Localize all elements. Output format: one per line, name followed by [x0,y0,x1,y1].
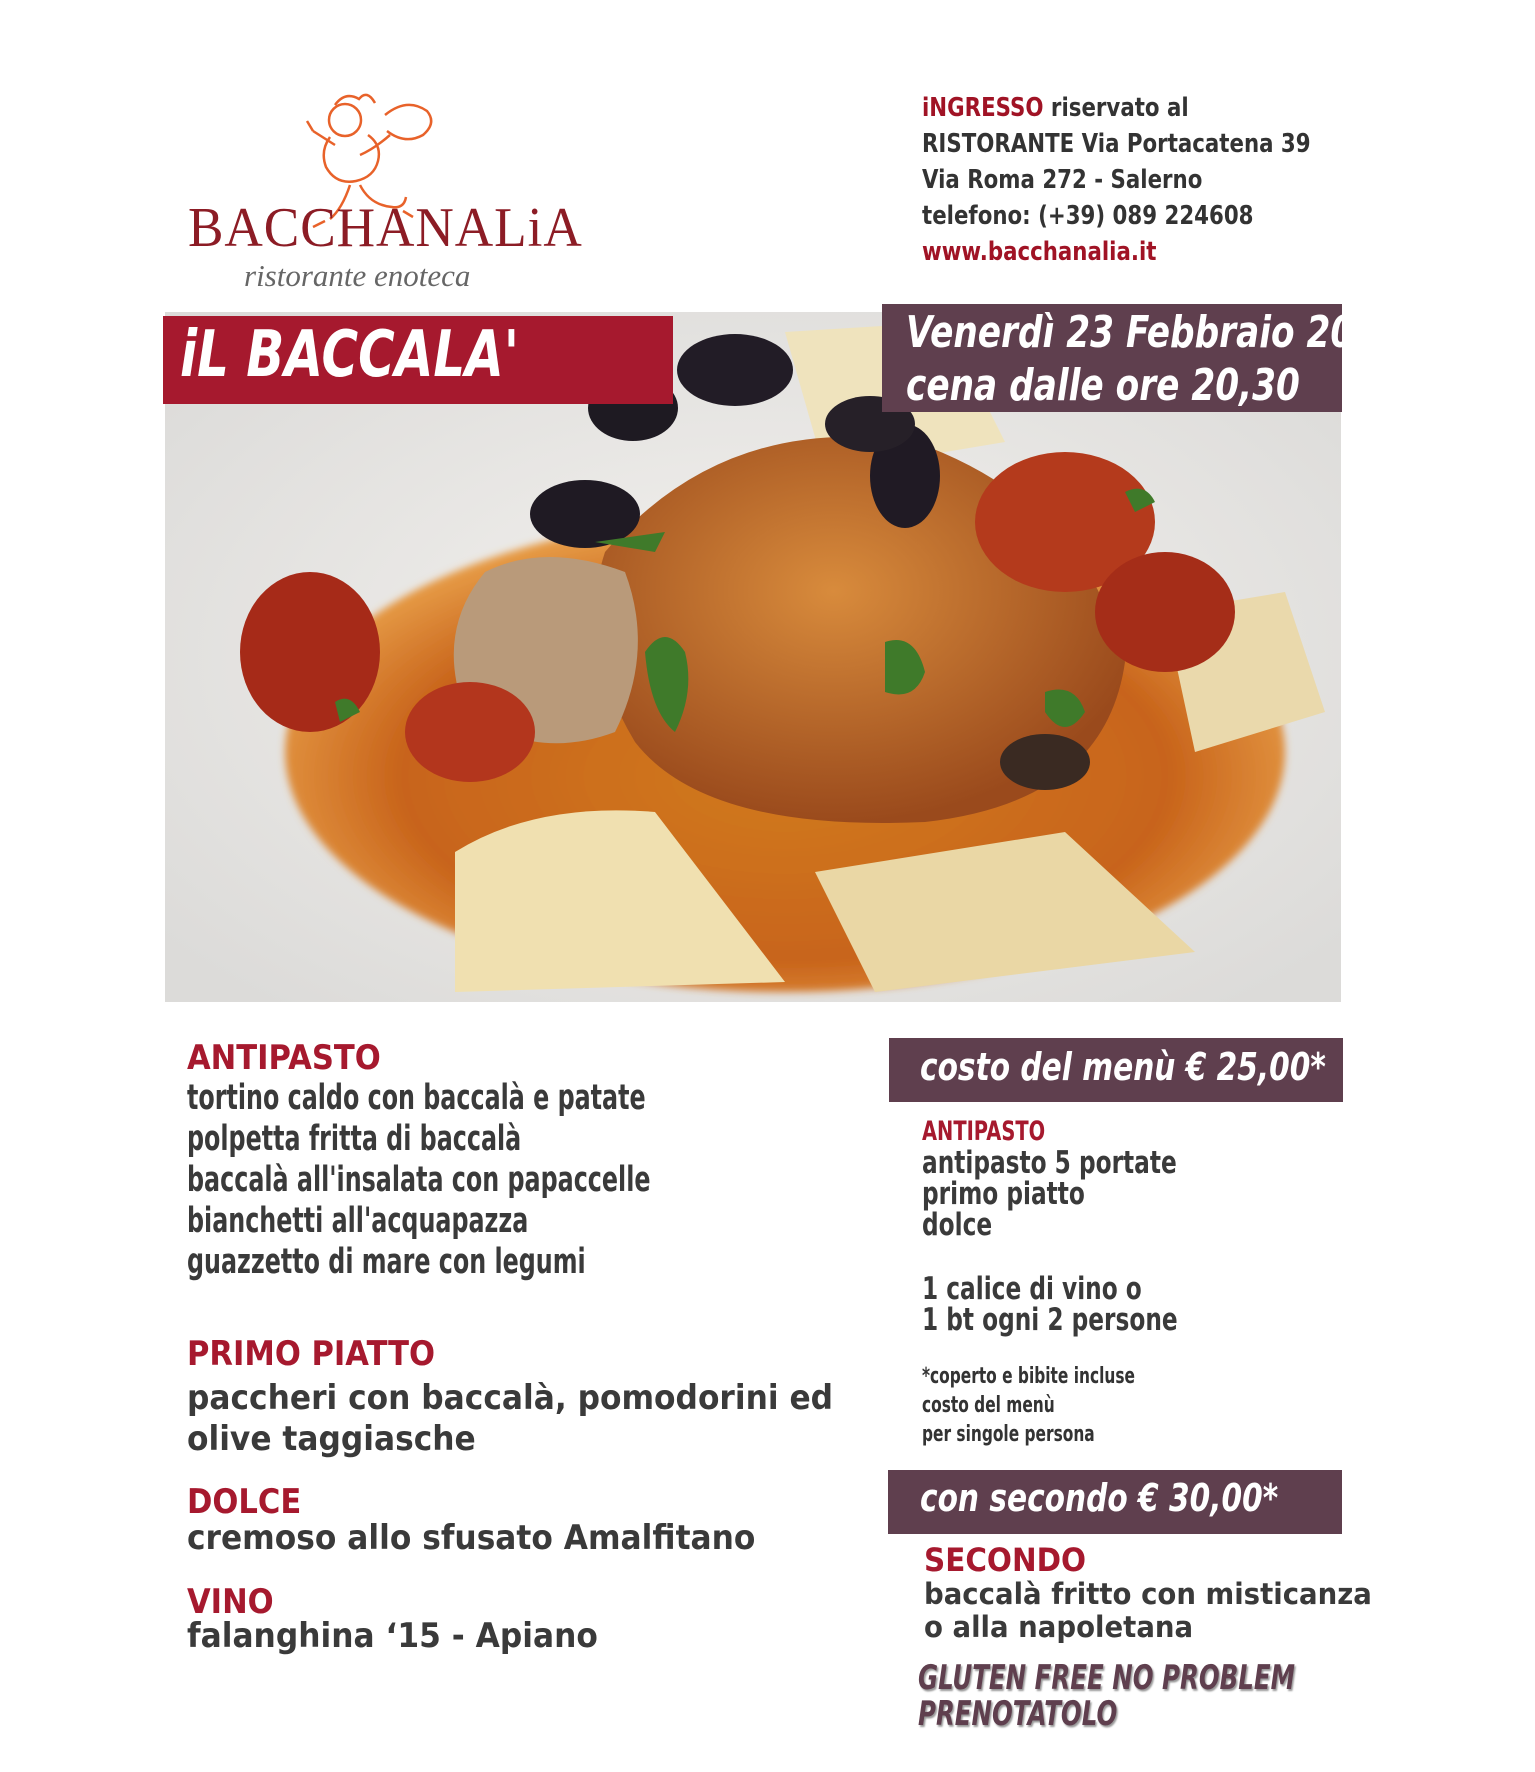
event-date: Venerdì 23 Febbraio 2018 [906,307,1403,358]
gluten-free-note [918,1660,1295,1732]
gluten-line: PRENOTATOLO [918,1694,1118,1734]
website-link[interactable]: www.bacchanalia.it [922,237,1157,267]
event-time: cena dalle ore 20,30 [906,360,1300,411]
list-item: cremoso allo sfusato Amalfitano [187,1518,756,1558]
note-line: costo del menù [922,1393,1055,1418]
list-item: primo piatto [922,1176,1085,1212]
dish-photo [165,312,1341,1002]
antipasto-list [187,1078,651,1283]
secondo-list [924,1578,1372,1644]
price-notes [922,1362,1135,1449]
event-title: iL BACCALA' [180,318,520,392]
list-item: o alla napoletana [924,1610,1194,1644]
dolce-heading: DOLCE [187,1482,302,1522]
wine-list [922,1271,1178,1338]
list-item: baccalà fritto con misticanza [924,1577,1372,1611]
contact-block [922,90,1311,270]
contact-line-entrance: iNGRESSO riservato al [922,93,1189,123]
list-item: tortino caldo con baccalà e patate [187,1078,646,1118]
list-item: guazzetto di mare con legumi [187,1242,586,1282]
includes-heading: ANTIPASTO [922,1116,1046,1147]
list-item: antipasto 5 portate [922,1145,1177,1181]
list-item: paccheri con baccalà, pomodorini ed [187,1378,834,1418]
primo-heading: PRIMO PIATTO [187,1334,436,1374]
list-item: bianchetti all'acquapazza [187,1201,529,1241]
list-item: dolce [922,1207,993,1243]
list-item: falanghina ‘15 - Apiano [187,1616,598,1656]
note-line: *coperto e bibite incluse [922,1364,1135,1389]
contact-address-1: RISTORANTE Via Portacatena 39 [922,129,1311,159]
brand-tagline: ristorante enoteca [244,258,471,293]
list-item: baccalà all'insalata con papaccelle [187,1160,651,1200]
vino-list [187,1616,598,1657]
gluten-line: GLUTEN FREE NO PROBLEM [918,1658,1295,1698]
list-item: polpetta fritta di baccalà [187,1119,522,1159]
event-datetime [906,306,1402,412]
note-line: per singole persona [922,1422,1095,1447]
list-item: olive taggiasche [187,1419,476,1459]
contact-phone: telefono: (+39) 089 224608 [922,201,1254,231]
brand-name: BACCHANALiA [188,197,583,259]
menu-price: costo del menù € 25,00* [920,1045,1326,1089]
dolce-list [187,1518,755,1559]
primo-list [187,1378,833,1460]
list-item: 1 bt ogni 2 persone [922,1302,1178,1338]
list-item: 1 calice di vino o [922,1271,1142,1307]
vino-heading: VINO [187,1582,274,1622]
contact-address-2: Via Roma 272 - Salerno [922,165,1203,195]
secondo-heading: SECONDO [924,1541,1087,1579]
antipasto-heading: ANTIPASTO [187,1038,381,1078]
includes-list [922,1145,1177,1243]
second-price: con secondo € 30,00* [920,1476,1279,1520]
